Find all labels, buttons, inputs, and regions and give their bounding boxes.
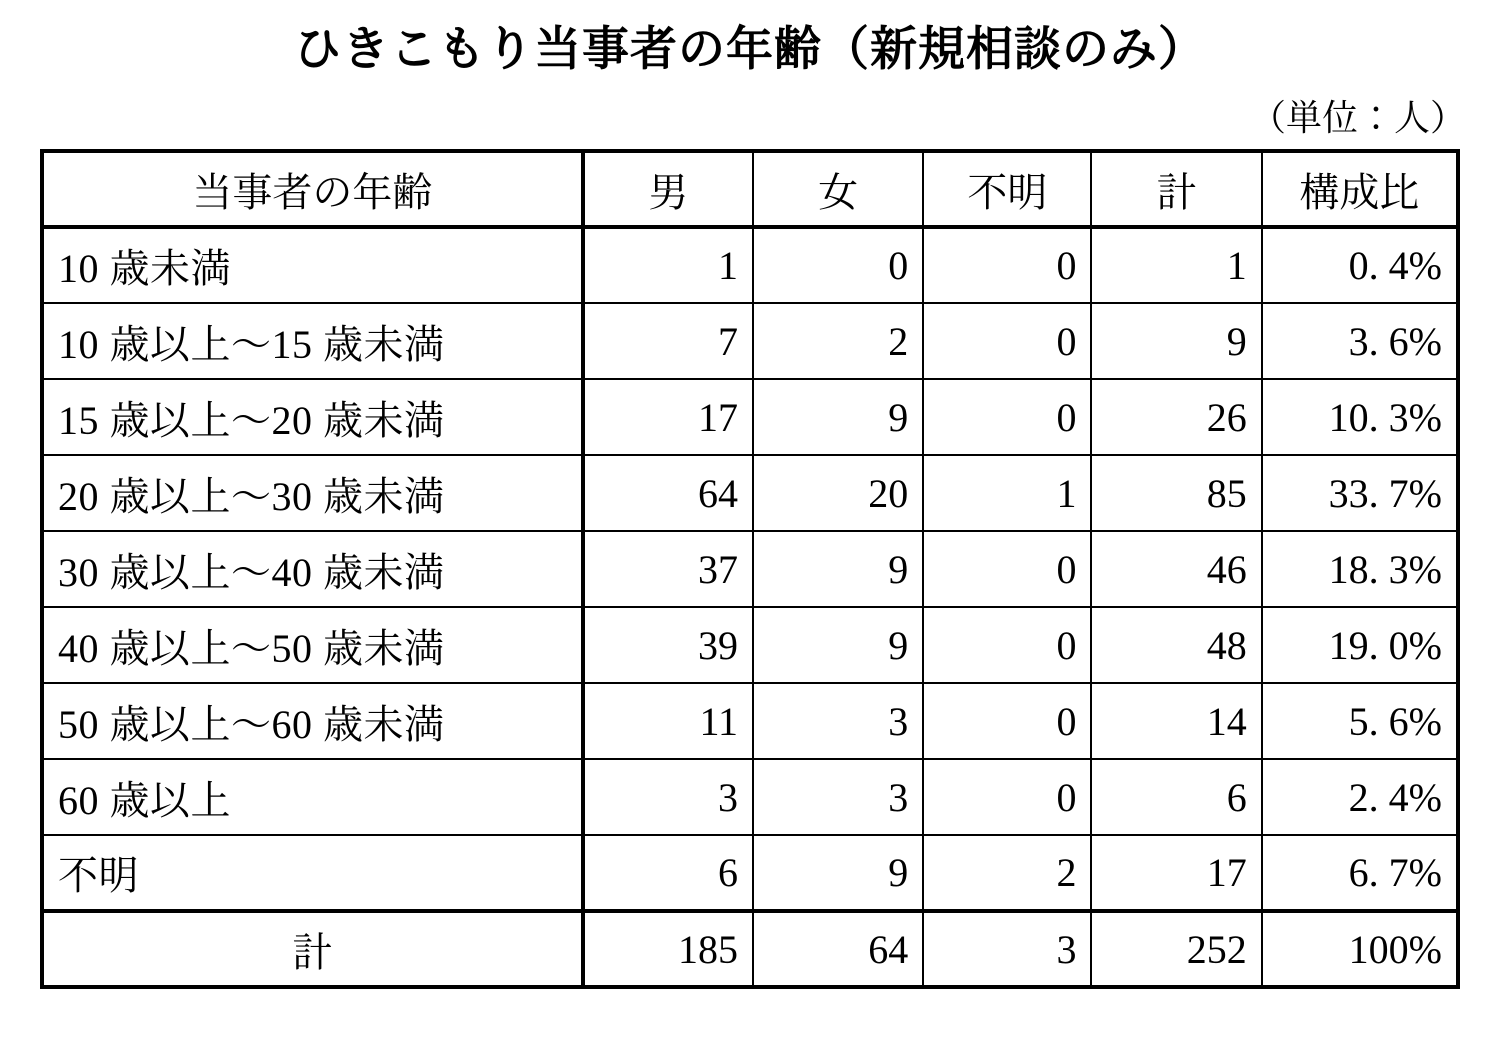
cell-age: 50 歳以上〜60 歳未満 [42,683,583,759]
cell-total-male: 185 [583,911,753,987]
cell-sum: 1 [1091,227,1261,303]
cell-age: 30 歳以上〜40 歳未満 [42,531,583,607]
cell-total-ratio: 100% [1262,911,1458,987]
cell-total-label: 計 [42,911,583,987]
column-header-age: 当事者の年齢 [42,151,583,227]
cell-ratio: 18. 3% [1262,531,1458,607]
cell-unknown: 0 [923,607,1091,683]
cell-ratio: 10. 3% [1262,379,1458,455]
cell-age: 20 歳以上〜30 歳未満 [42,455,583,531]
cell-male: 64 [583,455,753,531]
table-row [42,227,1458,303]
cell-unknown: 0 [923,759,1091,835]
cell-female: 3 [753,759,923,835]
cell-male: 11 [583,683,753,759]
cell-ratio: 3. 6% [1262,303,1458,379]
table-row [42,531,1458,607]
column-header-male: 男 [583,151,753,227]
cell-sum: 26 [1091,379,1261,455]
cell-age: 10 歳未満 [42,227,583,303]
cell-sum: 9 [1091,303,1261,379]
cell-ratio: 0. 4% [1262,227,1458,303]
cell-age: 40 歳以上〜50 歳未満 [42,607,583,683]
cell-female: 9 [753,531,923,607]
cell-age: 60 歳以上 [42,759,583,835]
table-row [42,455,1458,531]
column-header-female: 女 [753,151,923,227]
table-header-row [42,151,1458,227]
cell-female: 0 [753,227,923,303]
cell-unknown: 0 [923,683,1091,759]
cell-sum: 17 [1091,835,1261,911]
cell-total-unknown: 3 [923,911,1091,987]
cell-ratio: 19. 0% [1262,607,1458,683]
cell-sum: 48 [1091,607,1261,683]
cell-total-sum: 252 [1091,911,1261,987]
table-row [42,759,1458,835]
cell-unknown: 1 [923,455,1091,531]
cell-total-female: 64 [753,911,923,987]
cell-male: 7 [583,303,753,379]
cell-sum: 6 [1091,759,1261,835]
table-row [42,835,1458,911]
cell-male: 17 [583,379,753,455]
cell-unknown: 0 [923,227,1091,303]
cell-ratio: 6. 7% [1262,835,1458,911]
table-container [0,141,1500,989]
cell-sum: 85 [1091,455,1261,531]
cell-female: 3 [753,683,923,759]
cell-unknown: 0 [923,303,1091,379]
cell-unknown: 0 [923,379,1091,455]
cell-female: 9 [753,379,923,455]
cell-male: 39 [583,607,753,683]
table-row [42,379,1458,455]
cell-female: 20 [753,455,923,531]
age-statistics-table [40,149,1460,989]
table-row [42,607,1458,683]
cell-male: 37 [583,531,753,607]
cell-ratio: 2. 4% [1262,759,1458,835]
table-row [42,303,1458,379]
cell-male: 3 [583,759,753,835]
cell-female: 9 [753,835,923,911]
column-header-unknown: 不明 [923,151,1091,227]
cell-age: 15 歳以上〜20 歳未満 [42,379,583,455]
table-row [42,683,1458,759]
cell-age: 10 歳以上〜15 歳未満 [42,303,583,379]
cell-unknown: 0 [923,531,1091,607]
cell-male: 1 [583,227,753,303]
cell-sum: 14 [1091,683,1261,759]
column-header-sum: 計 [1091,151,1261,227]
column-header-ratio: 構成比 [1262,151,1458,227]
cell-female: 2 [753,303,923,379]
cell-age: 不明 [42,835,583,911]
cell-unknown: 2 [923,835,1091,911]
cell-male: 6 [583,835,753,911]
page-title: ひきこもり当事者の年齢（新規相談のみ） [294,22,1206,77]
unit-note: （単位：人） [1249,98,1466,139]
table-total-row [42,911,1458,987]
cell-ratio: 33. 7% [1262,455,1458,531]
cell-female: 9 [753,607,923,683]
cell-ratio: 5. 6% [1262,683,1458,759]
cell-sum: 46 [1091,531,1261,607]
